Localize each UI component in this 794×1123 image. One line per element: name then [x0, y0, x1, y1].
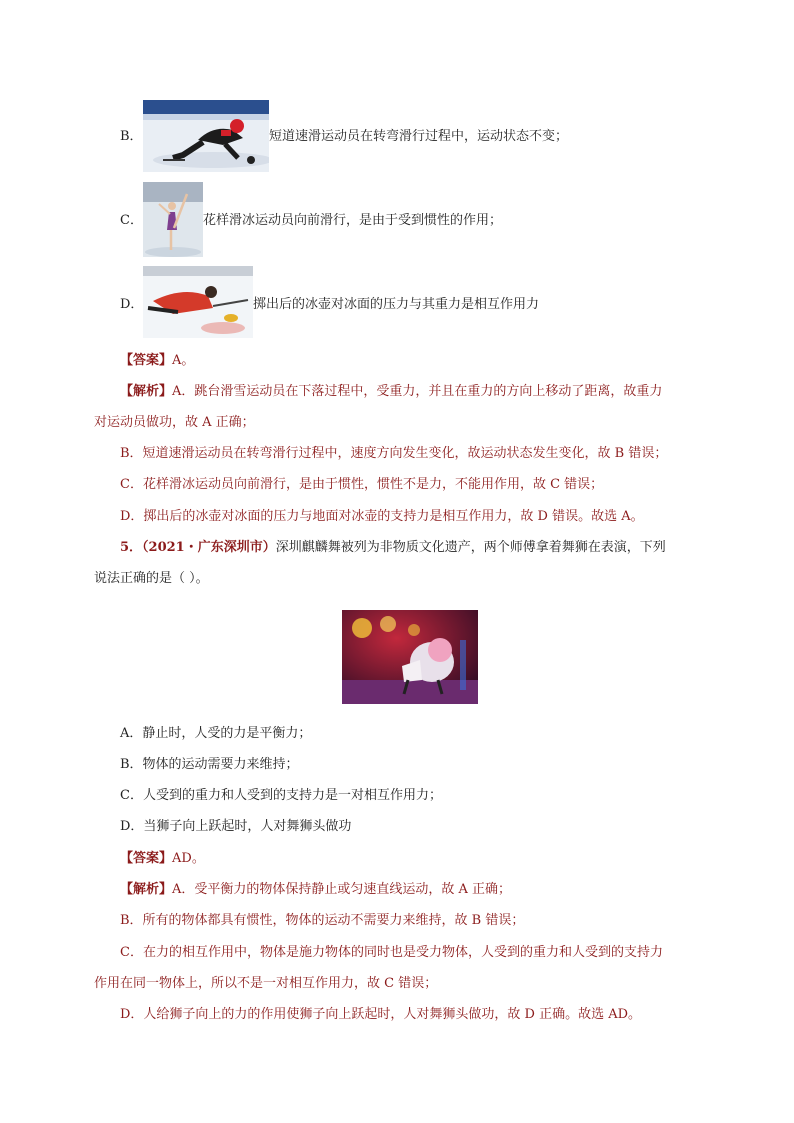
answer-1 [120, 352, 194, 370]
q5-option-c: C．人受到的重力和人受到的支持力是一对相互作用力； [120, 788, 442, 803]
analysis-tag: 【解析】 [120, 882, 173, 897]
option-c-text: 花样滑冰运动员向前滑行，是由于受到惯性的作用； [203, 213, 503, 228]
analysis-2-line-2: B．所有的物体都具有惯性，物体的运动不需要力来维持，故 B 错误； [120, 913, 525, 928]
lion-dance-photo [342, 610, 478, 704]
analysis-text: A．跳台滑雪运动员在下落过程中，受重力，并且在重力的方向上移动了距离，故重力 [172, 384, 663, 399]
analysis-1-line-2: 对运动员做功，故 A 正确； [94, 415, 255, 430]
q5-option-b: B．物体的运动需要力来维持； [120, 757, 299, 772]
analysis-2-line-1 [120, 881, 511, 899]
answer-value: AD。 [172, 851, 205, 866]
question-source: （2021・广东深圳市） [142, 540, 276, 555]
answer-value: A。 [172, 353, 195, 368]
option-b-label: B． [120, 129, 143, 144]
answer-2 [120, 850, 205, 868]
analysis-2-line-4: 作用在同一物体上，所以不是一对相互作用力，故 C 错误； [94, 976, 438, 991]
analysis-1-line-5: D．掷出后的冰壶对冰面的压力与地面对冰壶的支持力是相互作用力，故 D 错误。故选 A。 [120, 509, 644, 524]
analysis-1-line-3: B．短道速滑运动员在转弯滑行过程中，速度方向发生变化，故运动状态发生变化，故 B 错误； [120, 446, 668, 461]
answer-tag: 【答案】 [120, 353, 173, 368]
analysis-2-line-5: D．人给狮子向上的力的作用使狮子向上跃起时，人对舞狮头做功，故 D 正确。故选 AD。 [120, 1007, 642, 1022]
question-5-stem-line-2: 说法正确的是（ ）。 [94, 571, 209, 586]
q5-option-a: A．静止时，人受的力是平衡力； [120, 726, 312, 741]
option-b-text: 短道速滑运动员在转弯滑行过程中，运动状态不变； [269, 129, 569, 144]
speed-skating-photo [143, 100, 269, 172]
question-stem: 深圳麒麟舞被列为非物质文化遗产，两个师傅拿着舞狮在表演，下列 [275, 540, 666, 555]
question-number: 5． [120, 540, 143, 555]
question-5-stem-line-1 [120, 539, 666, 557]
option-d-text: 掷出后的冰壶对冰面的压力与其重力是相互作用力 [253, 297, 540, 312]
curling-photo [143, 266, 253, 338]
analysis-text: A．受平衡力的物体保持静止或匀速直线运动，故 A 正确； [172, 882, 512, 897]
option-c-label: C． [120, 213, 143, 228]
q5-option-d: D．当狮子向上跃起时，人对舞狮头做功 [120, 819, 352, 834]
analysis-1-line-4: C．花样滑冰运动员向前滑行，是由于惯性，惯性不是力，不能用作用，故 C 错误； [120, 477, 604, 492]
analysis-tag: 【解析】 [120, 384, 173, 399]
analysis-2-line-3: C．在力的相互作用中，物体是施力物体的同时也是受力物体，人受到的重力和人受到的支持力 [120, 945, 663, 960]
option-d-label: D． [120, 297, 144, 312]
answer-tag: 【答案】 [120, 851, 173, 866]
analysis-1-line-1 [120, 383, 662, 401]
figure-skating-photo [143, 182, 203, 257]
